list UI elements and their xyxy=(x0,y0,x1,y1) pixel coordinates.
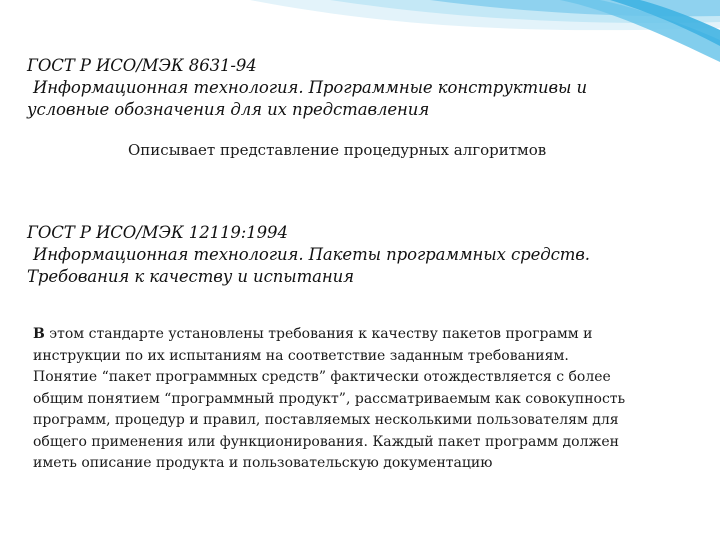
standard-1-description: Описывает представление процедурных алгоритмов xyxy=(128,141,547,159)
standard-section-1 xyxy=(27,55,587,121)
standard-2-subtitle-line-2: Требования к качеству и испытания xyxy=(27,267,354,286)
standard-section-2 xyxy=(27,222,590,288)
paragraph-line-1-text: этом стандарте установлены требования к качеству пакетов программ и xyxy=(44,326,593,342)
paragraph-first-letter: В xyxy=(33,326,45,342)
paragraph-line-7: иметь описание продукта и пользовательскую документацию xyxy=(33,455,493,471)
standard-2-subtitle-line-1: Информационная технология. Пакеты программных средств. xyxy=(33,245,590,264)
standard-1-subtitle-line-2: условные обозначения для их представления xyxy=(27,100,430,119)
standard-1-subtitle-line-1: Информационная технология. Программные конструктивы и xyxy=(33,78,588,97)
paragraph-line-1 xyxy=(33,324,625,346)
paragraph-line-6: общего применения или функционирования. Каждый пакет программ должен xyxy=(33,433,619,450)
paragraph-line-5: программ, процедур и правил, поставляемых несколькими пользователям для xyxy=(33,412,619,428)
paragraph-line-4: общим понятием “программный продукт”, рассматриваемым как совокупность xyxy=(33,390,626,407)
paragraph-line-2: инструкции по их испытаниям на соответствие заданным требованиям. xyxy=(33,347,569,364)
standard-1-title: ГОСТ Р ИСО/МЭК 8631-94 xyxy=(27,56,257,75)
standard-2-title: ГОСТ Р ИСО/МЭК 12119:1994 xyxy=(27,223,288,242)
standard-2-paragraph xyxy=(33,324,625,475)
paragraph-line-3: Понятие “пакет программных средств” фактически отождествляется с более xyxy=(33,369,611,385)
